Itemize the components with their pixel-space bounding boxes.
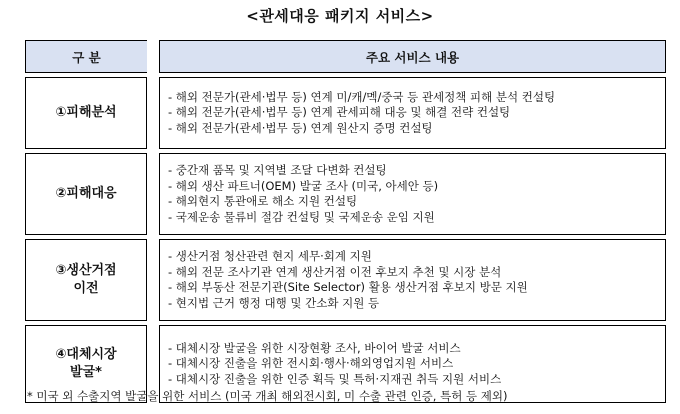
row-name-production-relocation (25, 239, 147, 321)
service-item: - 생산거점 청산관련 현지 세무·회계 지원 (168, 249, 372, 263)
page-title: <관세대응 패키지 서비스> (246, 7, 434, 25)
row-items (159, 153, 666, 235)
service-table (25, 36, 666, 407)
footnote: * 미국 외 수출지역 발굴을 위한 서비스 (미국 개최 해외전시회, 미 수출 관련 인증, 특허 등 제외) (27, 389, 508, 403)
table-header-row (25, 40, 666, 73)
service-item: - 해외 전문가(관세·법무 등) 연계 미/캐/멕/중국 등 관세정책 피해 분석 컨설팅 (168, 89, 556, 104)
service-item: - 해외 전문가(관세·법무 등) 연계 원산지 증명 컨설팅 (168, 120, 433, 135)
row-name-line: ③생산거점 (55, 263, 117, 278)
row-name-line: ①피해분석 (55, 105, 117, 120)
service-item: - 해외 전문가(관세·법무 등) 연계 관세피해 대응 및 해결 전략 컨설팅 (168, 105, 511, 120)
table-row (25, 77, 666, 149)
service-item: - 대체시장 발굴을 위한 시장현황 조사, 바이어 발굴 서비스 (168, 340, 461, 355)
service-item: - 해외 생산 파트너(OEM) 발굴 조사 (미국, 아세안 등) (168, 178, 439, 193)
row-items (159, 239, 666, 321)
row-name-line: 이전 (73, 281, 99, 296)
service-item: - 현지법 근거 행정 대행 및 간소화 지원 등 (168, 295, 380, 310)
service-item: - 대체시장 진출을 위한 인증 획득 및 특허·지재권 취득 지원 서비스 (168, 371, 502, 386)
service-item: - 대체시장 진출을 위한 전시회·행사·해외영업지원 서비스 (168, 356, 454, 371)
service-item: - 해외 전문 조사기관 연계 생산거점 이전 후보지 추천 및 시장 분석 (168, 264, 502, 279)
row-name-line: 발굴* (70, 365, 102, 380)
row-name-damage-response (25, 153, 147, 235)
row-name-line: ②피해대응 (55, 186, 117, 201)
header-category: 구 분 (25, 40, 147, 73)
table-row (25, 239, 666, 321)
header-services: 주요 서비스 내용 (159, 40, 666, 73)
service-item: - 해외 부동산 전문기관(Site Selector) 활용 생산거점 후보지 방문 지원 (168, 280, 528, 294)
row-items (159, 77, 666, 149)
service-item: - 국제운송 물류비 절감 컨설팅 및 국제운송 운임 지원 (168, 209, 435, 224)
table-row (25, 153, 666, 235)
service-item: - 해외현지 통관애로 해소 지원 컨설팅 (168, 194, 358, 208)
service-item: - 중간재 품목 및 지역별 조달 다변화 컨설팅 (168, 163, 387, 177)
row-name-damage-analysis (25, 77, 147, 149)
row-name-line: ④대체시장 (55, 347, 117, 362)
